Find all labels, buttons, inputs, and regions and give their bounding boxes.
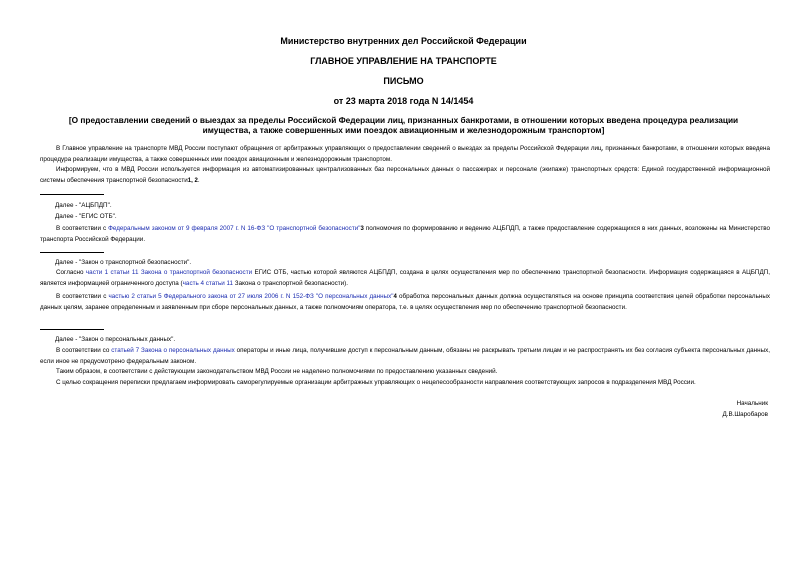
paragraph-4-text-a: Согласно bbox=[56, 269, 86, 276]
paragraph-6-text-a: В соответствии со bbox=[56, 347, 112, 354]
paragraph-2-text: Информируем, что в МВД России используется информация из автоматизированных централизованных баз персональных данных о пассажирах и персонале (экипаже) транспортных средств: Единой государственной информационной системы обеспечения транспортной безопасности bbox=[40, 166, 770, 184]
footnote-1: Далее - "АЦБПДП". bbox=[55, 202, 112, 209]
footnote-mark-3[interactable]: 3 bbox=[360, 226, 364, 232]
document-date-number: от 23 марта 2018 года N 14/1454 bbox=[333, 96, 474, 106]
footnote-3: Далее - "Закон о транспортной безопасности". bbox=[55, 259, 192, 266]
ministry-title: Министерство внутренних дел Российской Федерации bbox=[280, 36, 527, 46]
paragraph-5-text-a: В соответствии с bbox=[56, 293, 109, 300]
paragraph-7: Таким образом, в соответствии с действующим законодательством МВД России не наделено полномочиями по предоставлению указанных сведений. bbox=[56, 368, 498, 375]
paragraph-2-end: . bbox=[197, 176, 200, 184]
law-art-11-part-4-link[interactable]: часть 4 статьи 11 bbox=[182, 279, 234, 287]
law-16-fz-link[interactable]: Федеральным законом от 9 февраля 2007 г. N 16-ФЗ "О транспортной безопасности" bbox=[108, 225, 361, 232]
footnote-divider bbox=[40, 252, 104, 253]
paragraph-4-text-b: ЕГИС ОТБ, частью которой являются АЦБПДП, создана в целях осуществления мер по обеспечению транспортной безопасности. Информация содержащаяся в АЦБПДП, является информацией ограниченного доступа ( bbox=[40, 269, 771, 287]
paragraph-1: В Главное управление на транспорте МВД России поступают обращения от арбитражных управляющих о предоставлении сведений о выездах за пределы Российской Федерации лиц, признанных банкротами, в отношении которых введена процедура реализации имущества, а также совершенных ими поездок авиационным и железнодорожным транспортом. bbox=[40, 145, 770, 163]
paragraph-3 bbox=[40, 224, 770, 245]
paragraph-5-text-b: обработка персональных данных должна осуществляться на основе принципа соответствия целей обработки персональных данных целям, заранее определенным и заявленным при сборе персональных данных, а также полномочиям оператора, т.е. в целях осуществления мер по обеспечению транспортной безопасности. bbox=[40, 293, 771, 311]
document-subject-line-2: имущества, а также совершенных ими поездок авиационным и железнодорожным транспортом] bbox=[202, 125, 605, 135]
footnote-divider bbox=[40, 194, 104, 195]
paragraph-3-text-b: полномочия по формированию и ведению АЦБПДП, а также предоставление содержащихся в них данных, возложены на Министерство транспорта Российской Федерации. bbox=[40, 225, 771, 243]
signature-name: Д.В.Шаробаров bbox=[722, 411, 768, 418]
paragraph-6-text-b: операторы и иные лица, получившие доступ к персональным данным, обязаны не раскрывать третьим лицам и не распространять их без согласия субъекта персональных данных, если иное не предусмотрено федеральным законом. bbox=[40, 347, 771, 365]
footnote-marks-1-2[interactable]: 1, 2 bbox=[187, 177, 198, 184]
signature-title: Начальник bbox=[736, 400, 768, 407]
paragraph-5 bbox=[40, 292, 770, 313]
paragraph-6 bbox=[40, 346, 770, 367]
personal-data-law-art-7-link[interactable]: статьей 7 Закона о персональных данных bbox=[111, 347, 235, 354]
paragraph-8: С целью сокращения переписки предлагаем информировать саморегулируемые организации арбитражных управляющих о нецелесообразности направления соответствующих запросов в подразделения МВД России. bbox=[56, 379, 696, 386]
paragraph-4 bbox=[40, 268, 770, 289]
document-type: ПИСЬМО bbox=[383, 76, 424, 86]
paragraph-4-text-c: Закона о транспортной безопасности). bbox=[233, 279, 348, 287]
footnote-4: Далее - "Закон о персональных данных". bbox=[55, 336, 176, 343]
footnote-divider bbox=[40, 329, 104, 330]
paragraph-2 bbox=[40, 165, 770, 186]
law-152-fz-link[interactable]: частью 2 статьи 5 Федерального закона от 27 июля 2006 г. N 152-ФЗ "О персональных данных" bbox=[108, 293, 394, 300]
footnote-mark-4[interactable]: 4 bbox=[393, 294, 397, 300]
footnote-2: Далее - "ЕГИС ОТБ". bbox=[55, 213, 117, 220]
department-title: ГЛАВНОЕ УПРАВЛЕНИЕ НА ТРАНСПОРТЕ bbox=[310, 56, 497, 66]
paragraph-3-text-a: В соответствии с bbox=[56, 225, 109, 232]
law-art-11-part-1-link[interactable]: части 1 статьи 11 Закона о транспортной безопасности bbox=[85, 269, 253, 276]
document-subject-line-1: [О предоставлении сведений о выездах за пределы Российской Федерации лиц, признанных банкротами, в отношении которых введена процедура реализации bbox=[68, 115, 739, 125]
